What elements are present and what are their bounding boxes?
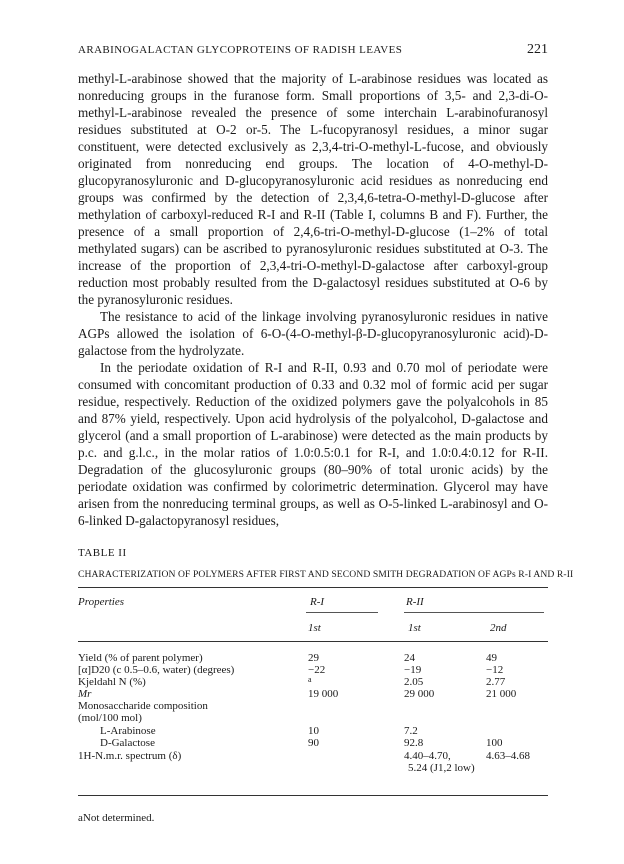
page-number: 221 — [527, 42, 548, 57]
table-cell-r3-label: Mr — [78, 688, 92, 700]
body-text — [78, 70, 548, 529]
table-cell-r3-r2b: 21 000 — [486, 688, 517, 700]
table-cell-r1-r2a: −19 — [404, 664, 422, 676]
table-cell-r5-label: (mol/100 mol) — [78, 712, 142, 724]
table-cell-r3-r1: 19 000 — [308, 688, 339, 700]
table-cell-r0-r2a: 24 — [404, 652, 415, 664]
table-cell-r7-r2a: 92.8 — [404, 737, 424, 749]
table-bottom-rule — [78, 795, 548, 796]
table-footnote: aNot determined. — [78, 812, 155, 824]
running-title: ARABINOGALACTAN GLYCOPROTEINS OF RADISH LEAVES — [78, 44, 403, 56]
table-cell-r0-r1: 29 — [308, 652, 319, 664]
table-cell-r6-r1: 10 — [308, 725, 319, 737]
subheader-r2-2nd: 2nd — [490, 622, 507, 634]
table-cell-r6-label: L-Arabinose — [100, 725, 156, 737]
table-cell-r3-r2a: 29 000 — [404, 688, 435, 700]
header-r2: R-II — [406, 596, 424, 608]
header-r1: R-I — [310, 596, 325, 608]
table-cell-r8-label: 1H-N.m.r. spectrum (δ) — [78, 750, 182, 762]
table-cell-r2-label: Kjeldahl N (%) — [78, 676, 146, 688]
table-cell-r7-r2b: 100 — [486, 737, 503, 749]
table-cell-r1-r2b: −12 — [486, 664, 504, 676]
table-header-rule — [78, 641, 548, 642]
table-cell-r7-label: D-Galactose — [100, 737, 155, 749]
table-cell-r9-r2a: 5.24 (J1,2 low) — [408, 762, 475, 774]
subheader-r1-1st: 1st — [308, 622, 321, 634]
r1-group-rule — [306, 612, 378, 613]
table-cell-r1-r1: −22 — [308, 664, 326, 676]
table-cell-r8-r2b: 4.63–4.68 — [486, 750, 530, 762]
subheader-r2-1st: 1st — [408, 622, 421, 634]
table-cell-r4-label: Monosaccharide composition — [78, 700, 208, 712]
paragraph-2: The resistance to acid of the linkage involving pyranosyluronic residues in native AGPs allowed the isolation of 6-O-(4-O-methyl-β-D-glucopyranosyluronic acid)-D-galactose from the hydrolyzate. — [78, 309, 548, 358]
table-cell-r8-r2a: 4.40–4.70, — [404, 750, 451, 762]
table-top-rule — [78, 587, 548, 588]
table-cell-r6-r2a: 7.2 — [404, 725, 418, 737]
table-cell-r7-r1: 90 — [308, 737, 319, 749]
table-cell-r2-r1: a — [308, 675, 312, 684]
table-caption: CHARACTERIZATION OF POLYMERS AFTER FIRST AND SECOND SMITH DEGRADATION OF AGPs R-I AND R-II — [78, 569, 574, 580]
table-cell-r2-r2b: 2.77 — [486, 676, 506, 688]
table-cell-r1-label: [α]D20 (c 0.5–0.6, water) (degrees) — [78, 664, 235, 676]
table-cell-r0-r2b: 49 — [486, 652, 497, 664]
table-cell-r2-r2a: 2.05 — [404, 676, 424, 688]
table-label: TABLE II — [78, 547, 127, 559]
paragraph-1: methyl-L-arabinose showed that the majority of L-arabinose residues was located as nonreducing groups in the furanose form. Small proportions of 3,5- and 2,3-di-O-methyl-L-arabinose revealed the presence of some interchain L-arabinofuranosyl residues substituted at O-2 or-5. The L-fucopyranosyl residues, a minor sugar constituent, were detected exclusively as 2,3,4-tri-O-methyl-L-fucose, and obviously originated from nonreducing end groups. The location of 4-O-methyl-D-glucopyranosyluronic and D-glucopyranosyluronic acid residues as nonreducing end groups was confirmed by the detection of 2,3,4,6-tetra-O-methyl-D-glucose after methylation of carboxyl-reduced R-I and R-II (Table I, columns B and F). Further, the presence of a small proportion of 2,4,6-tri-O-methyl-D-glucose (1–2% of total methylated sugars) can be ascribed to pyranosyluronic residues substituted at O-3. The increase of the proportion of 2,3,4-tri-O-methyl-D-galactose after carboxyl-group reduction most probably resulted from the D-galactosyl residues substituted at O-6 by the pyranosyluronic residues. — [78, 71, 548, 307]
r2-group-rule — [404, 612, 544, 613]
paragraph-3: In the periodate oxidation of R-I and R-II, 0.93 and 0.70 mol of periodate were consumed with concomitant production of 0.33 and 0.32 mol of formic acid per sugar residue, respectively. Reduction of the oxidized polymers gave the polyalcohols in 85 and 87% yield, respectively. Upon acid hydrolysis of the polyalcohol, D-galactose and glycerol (and a small proportion of L-arabinose) were detected as the main products by p.c. and g.l.c., in the molar ratios of 1.0:0.5:0.1 for R-I, and 1.0:0.4:0.12 for R-II. Degradation of the glucosyluronic groups (80–90% of total uronic acids) by the periodate oxidation was confirmed by colorimetric determination. Glycerol may have arisen from the nonreducing terminal groups, as well as O-5-linked L-arabinosyl and O-6-linked D-galactopyranosyl residues, — [78, 360, 548, 528]
table-cell-r0-label: Yield (% of parent polymer) — [78, 652, 203, 664]
header-properties: Properties — [78, 596, 125, 608]
